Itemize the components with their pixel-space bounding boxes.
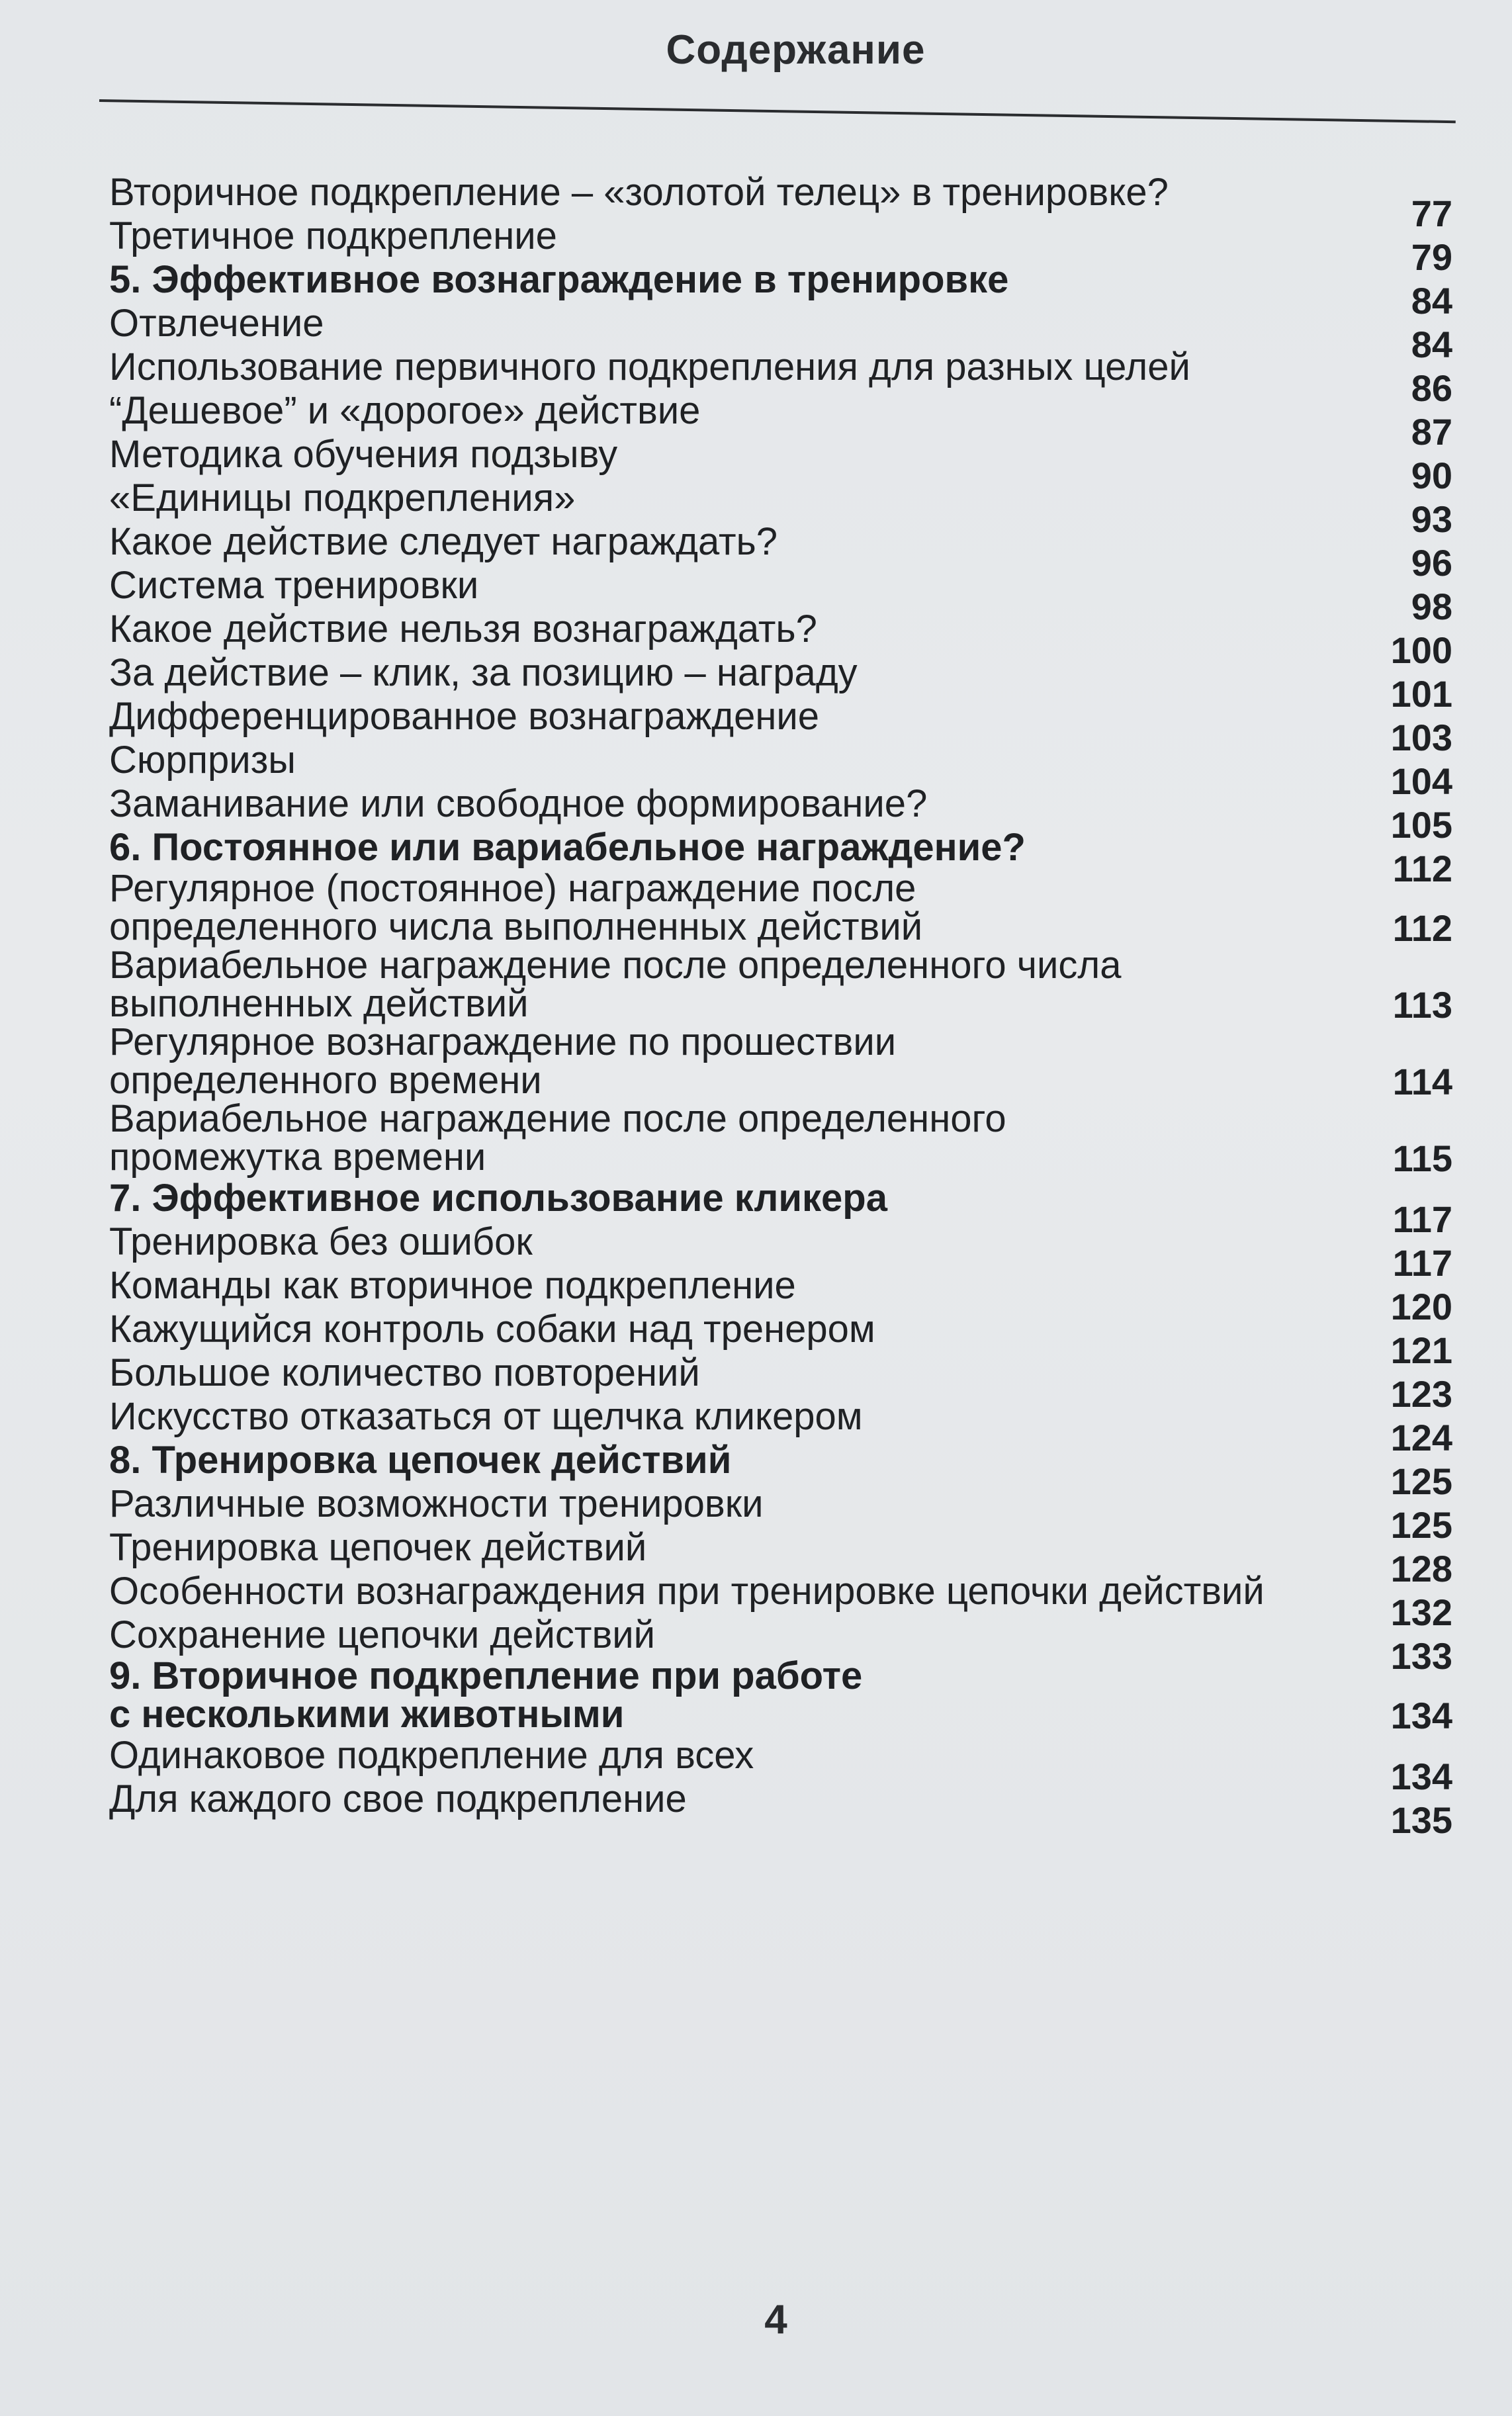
table-of-contents xyxy=(109,171,1452,1841)
toc-entry-page: 77 xyxy=(1411,193,1452,234)
toc-entry-page: 84 xyxy=(1411,324,1452,365)
toc-entry-title xyxy=(109,946,1121,1023)
toc-entry-title-line: промежутка времени xyxy=(109,1136,486,1179)
toc-entry-page: 128 xyxy=(1390,1548,1452,1589)
toc-entry-title: Заманивание или свободное формирование? xyxy=(109,782,928,825)
toc-entry-title: За действие – клик, за позицию – награду xyxy=(109,651,858,694)
toc-entry xyxy=(109,607,1452,671)
toc-entry-title: 7. Эффективное использование кликера xyxy=(109,1177,887,1220)
toc-chapter xyxy=(109,1439,1452,1502)
toc-entry-title: Тренировка цепочек действий xyxy=(109,1526,647,1569)
toc-entry-title: Методика обучения подзыву xyxy=(109,433,618,476)
toc-entry-title: Сюрпризы xyxy=(109,738,296,782)
toc-entry-page: 113 xyxy=(1392,984,1452,1026)
toc-entry xyxy=(109,171,1452,234)
toc-entry xyxy=(109,345,1452,409)
toc-entry-page: 84 xyxy=(1411,280,1452,322)
toc-entry-title: Сохранение цепочки действий xyxy=(109,1613,656,1656)
toc-entry-page: 114 xyxy=(1392,1061,1452,1102)
toc-entry-page: 134 xyxy=(1390,1756,1452,1797)
toc-entry-title: Для каждого свое подкрепление xyxy=(109,1777,687,1820)
toc-entry xyxy=(109,302,1452,365)
toc-entry-title-line: с несколькими животными xyxy=(109,1693,625,1736)
toc-entry xyxy=(109,738,1452,802)
toc-entry-title-line: Регулярное (постоянное) награждение после xyxy=(109,867,916,910)
toc-entry-page: 93 xyxy=(1411,498,1452,540)
toc-entry-page: 121 xyxy=(1390,1329,1452,1371)
toc-entry-title: Дифференцированное вознаграждение xyxy=(109,695,820,738)
toc-entry-title-line: выполненных действий xyxy=(109,982,529,1025)
toc-entry-title-line: Регулярное вознаграждение по прошествии xyxy=(109,1020,897,1063)
toc-entry-page: 117 xyxy=(1392,1242,1452,1284)
header-rule xyxy=(99,99,1456,123)
toc-entry-page: 79 xyxy=(1411,236,1452,278)
toc-entry xyxy=(109,1264,1452,1327)
toc-entry-title: Тренировка без ошибок xyxy=(109,1220,533,1263)
toc-entry xyxy=(109,1351,1452,1415)
toc-entry-title xyxy=(109,1654,863,1736)
toc-entry-page: 87 xyxy=(1411,411,1452,453)
toc-entry-title: “Дешевое” и «дорогое» действие xyxy=(109,389,701,432)
toc-entry-title-line: определенного числа выполненных действий xyxy=(109,905,923,948)
toc-entry xyxy=(109,214,1452,278)
toc-entry xyxy=(109,695,1452,758)
toc-entry-title: Третичное подкрепление xyxy=(109,214,557,257)
toc-entry xyxy=(109,1734,1452,1797)
toc-entry-page: 135 xyxy=(1390,1799,1452,1841)
toc-entry-title: Различные возможности тренировки xyxy=(109,1482,764,1525)
toc-entry-page: 120 xyxy=(1390,1286,1452,1327)
toc-entry-page: 112 xyxy=(1392,848,1452,889)
toc-entry-title-line: Вариабельное награждение после определенного числа xyxy=(109,944,1122,987)
toc-entry-page: 124 xyxy=(1390,1417,1452,1458)
toc-entry xyxy=(109,1570,1452,1633)
toc-entry-page: 134 xyxy=(1390,1695,1452,1736)
toc-entry-page: 117 xyxy=(1392,1198,1452,1240)
toc-entry xyxy=(109,1308,1452,1371)
toc-entry-page: 132 xyxy=(1390,1591,1452,1633)
toc-entry-title: Использование первичного подкрепления для разных целей xyxy=(109,345,1190,388)
toc-entry-title: 8. Тренировка цепочек действий xyxy=(109,1439,732,1482)
page-header xyxy=(0,26,1512,73)
toc-entry-page: 123 xyxy=(1390,1373,1452,1415)
toc-entry-title: Отвлечение xyxy=(109,302,324,345)
toc-entry xyxy=(109,1395,1452,1458)
toc-chapter xyxy=(109,1177,1452,1240)
toc-entry xyxy=(109,782,1452,846)
toc-entry-page: 104 xyxy=(1390,760,1452,802)
toc-entry-page: 125 xyxy=(1390,1504,1452,1546)
toc-entry-title: Вторичное подкрепление – «золотой телец» в тренировке? xyxy=(109,171,1169,214)
toc-entry-page: 101 xyxy=(1390,673,1452,715)
toc-entry-page: 105 xyxy=(1390,804,1452,846)
toc-entry xyxy=(109,1220,1452,1284)
page-title: Содержание xyxy=(666,27,926,73)
toc-entry-page: 125 xyxy=(1390,1460,1452,1502)
toc-entry-title xyxy=(109,1020,897,1102)
toc-entry-page: 90 xyxy=(1411,455,1452,496)
page-number: 4 xyxy=(764,2297,787,2343)
toc-entry-title: «Единицы подкрепления» xyxy=(109,476,576,519)
toc-entry-title xyxy=(109,1097,1006,1179)
toc-entry-page: 96 xyxy=(1411,542,1452,584)
toc-entry xyxy=(109,389,1452,453)
toc-entry xyxy=(109,867,1452,949)
toc-entry-title: Какое действие следует награждать? xyxy=(109,520,778,563)
toc-entry-title-line: определенного времени xyxy=(109,1059,542,1102)
toc-entry xyxy=(109,433,1452,496)
toc-entry-title: Одинаковое подкрепление для всех xyxy=(109,1734,754,1777)
toc-entry xyxy=(109,1777,1452,1841)
toc-entry xyxy=(109,476,1452,540)
toc-chapter xyxy=(109,258,1452,322)
toc-entry xyxy=(109,1020,1452,1102)
toc-entry xyxy=(109,564,1452,627)
toc-entry-title: Искусство отказаться от щелчка кликером xyxy=(109,1395,863,1438)
toc-entry-title: Особенности вознаграждения при тренировке цепочки действий xyxy=(109,1570,1265,1613)
toc-entry-page: 115 xyxy=(1392,1138,1452,1179)
toc-entry-title xyxy=(109,867,923,948)
toc-entry xyxy=(109,1482,1452,1546)
toc-entry-title-line: Вариабельное награждение после определенного xyxy=(109,1097,1006,1140)
toc-entry-page: 112 xyxy=(1392,907,1452,949)
toc-entry-title: Какое действие нельзя вознаграждать? xyxy=(109,607,817,650)
toc-entry-title: Большое количество повторений xyxy=(109,1351,700,1394)
toc-entry-page: 103 xyxy=(1390,717,1452,758)
toc-entry-title: Кажущийся контроль собаки над тренером xyxy=(109,1308,875,1351)
toc-entry-page: 86 xyxy=(1411,367,1452,409)
toc-entry xyxy=(109,651,1452,715)
toc-entry-title-line: 9. Вторичное подкрепление при работе xyxy=(109,1654,863,1697)
toc-entry-title: 6. Постоянное или вариабельное награждение? xyxy=(109,826,1026,869)
toc-entry-title: Команды как вторичное подкрепление xyxy=(109,1264,796,1307)
toc-entry xyxy=(109,1097,1452,1179)
toc-entry-title: 5. Эффективное вознаграждение в тренировке xyxy=(109,258,1009,301)
toc-entry xyxy=(109,520,1452,584)
toc-entry-page: 100 xyxy=(1390,629,1452,671)
toc-entry-page: 98 xyxy=(1411,586,1452,627)
toc-entry xyxy=(109,1526,1452,1589)
toc-entry xyxy=(109,944,1452,1026)
toc-entry-page: 133 xyxy=(1390,1635,1452,1677)
toc-entry-title: Система тренировки xyxy=(109,564,479,607)
